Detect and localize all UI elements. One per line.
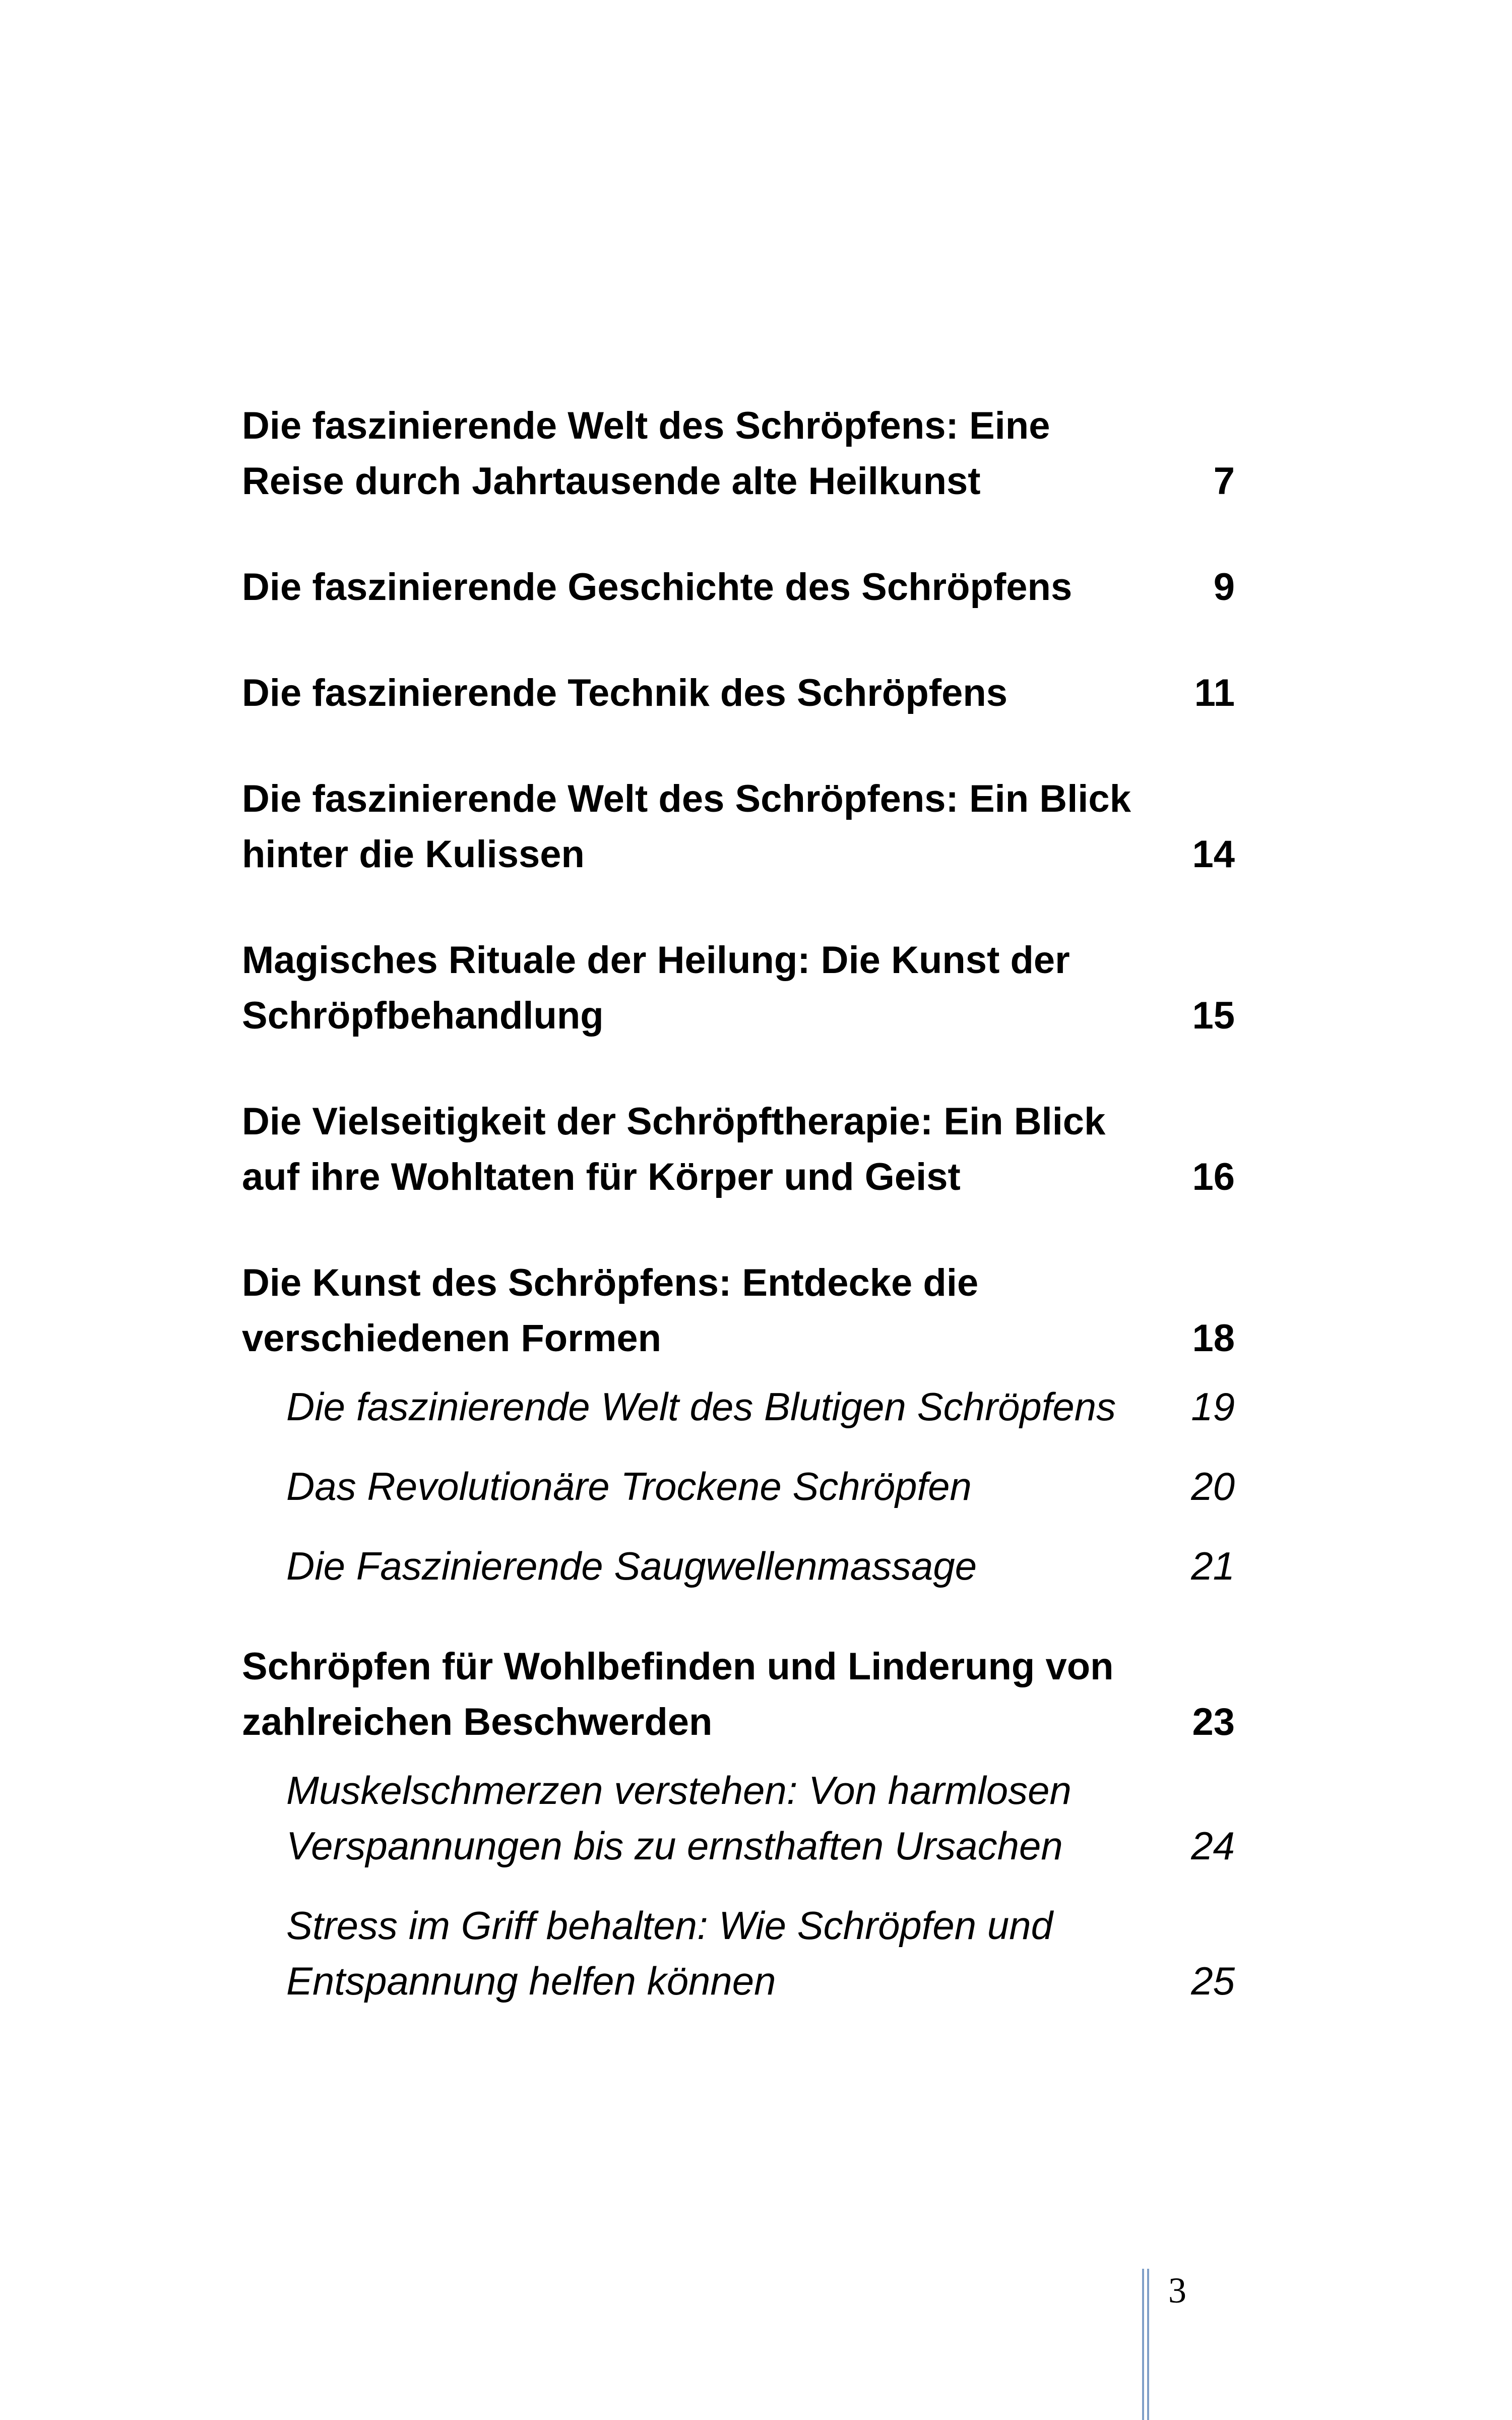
toc-entry-page: 23: [1192, 1701, 1235, 1743]
table-of-contents: [242, 398, 1235, 2033]
toc-entry-title: Magisches Rituale der Heilung: Die Kunst der Schröpfbehandlung: [242, 939, 1070, 1037]
toc-entry-page: 7: [1213, 460, 1235, 503]
toc-entry-page: 14: [1192, 833, 1235, 876]
toc-entry-title: Die Kunst des Schröpfens: Entdecke die verschiedenen Formen: [242, 1261, 979, 1360]
toc-subentry[interactable]: [242, 1898, 1235, 2009]
toc-subentry[interactable]: [242, 1379, 1235, 1434]
toc-entry-title: Die faszinierende Welt des Schröpfens: Eine Reise durch Jahrtausende alte Heilkunst: [242, 404, 1050, 503]
toc-subentry-page: 24: [1191, 1824, 1235, 1868]
toc-entry-page: 11: [1194, 672, 1235, 714]
toc-entry-page: 15: [1192, 994, 1235, 1037]
toc-subentry-title: Die faszinierende Welt des Blutigen Schröpfens: [286, 1384, 1116, 1429]
toc-entry[interactable]: [242, 560, 1235, 615]
toc-entry-page: 9: [1213, 566, 1235, 609]
page-number: 3: [1168, 2270, 1186, 2311]
toc-subentry[interactable]: [242, 1538, 1235, 1594]
toc-subentry-page: 21: [1191, 1544, 1235, 1588]
toc-subentry-title: Stress im Griff behalten: Wie Schröpfen und Entspannung helfen können: [286, 1903, 1053, 2003]
toc-subentry[interactable]: [242, 1763, 1235, 1873]
toc-entry-title: Die Vielseitigkeit der Schröpftherapie: Ein Blick auf ihre Wohltaten für Körper und Geist: [242, 1100, 1106, 1198]
toc-entry[interactable]: [242, 771, 1235, 882]
toc-entry[interactable]: [242, 1094, 1235, 1205]
toc-entry[interactable]: [242, 1255, 1235, 1366]
toc-subentry-title: Muskelschmerzen verstehen: Von harmlosen Verspannungen bis zu ernsthaften Ursachen: [286, 1768, 1072, 1868]
toc-subentry-page: 25: [1191, 1959, 1235, 2003]
toc-subentry-page: 20: [1191, 1464, 1235, 1508]
toc-entry-title: Schröpfen für Wohlbefinden und Linderung von zahlreichen Beschwerden: [242, 1645, 1114, 1743]
toc-subentry-title: Die Faszinierende Saugwellenmassage: [286, 1544, 977, 1588]
toc-entry[interactable]: [242, 933, 1235, 1044]
toc-entry[interactable]: [242, 1639, 1235, 1750]
toc-entry-title: Die faszinierende Welt des Schröpfens: Ein Blick hinter die Kulissen: [242, 777, 1131, 876]
toc-entry-title: Die faszinierende Geschichte des Schröpfens: [242, 566, 1073, 609]
toc-subentry[interactable]: [242, 1459, 1235, 1514]
toc-entry-page: 16: [1192, 1156, 1235, 1198]
toc-entry[interactable]: [242, 398, 1235, 509]
toc-subentry-title: Das Revolutionäre Trockene Schröpfen: [286, 1464, 972, 1508]
toc-entry[interactable]: [242, 666, 1235, 721]
toc-entry-page: 18: [1192, 1317, 1235, 1360]
toc-subentry-page: 19: [1191, 1384, 1235, 1429]
footer-rule: [1142, 2269, 1149, 2420]
toc-entry-title: Die faszinierende Technik des Schröpfens: [242, 672, 1008, 714]
